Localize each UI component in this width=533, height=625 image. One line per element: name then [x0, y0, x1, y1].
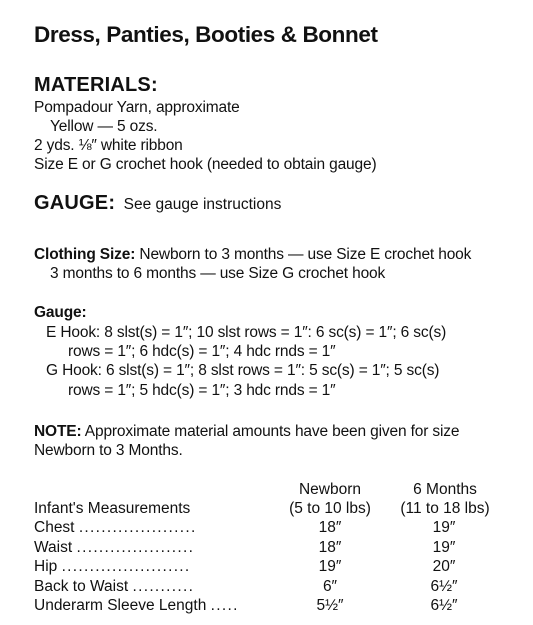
- measurement-row-label: Back to Waist ...........: [34, 578, 195, 595]
- measurement-newborn-value: 19″: [318, 558, 342, 575]
- gauge-summary-text: See gauge instructions: [123, 196, 282, 213]
- six-months-column-heading: 6 Months: [413, 481, 477, 498]
- measurement-newborn-value: 5½″: [316, 597, 344, 614]
- gauge-g-hook-line1: G Hook: 6 slst(s) = 1″; 8 slst rows = 1″: 5 sc(s) = 1″; 5 sc(s): [46, 362, 440, 379]
- materials-heading: MATERIALS:: [34, 74, 158, 96]
- page-title: Dress, Panties, Booties & Bonnet: [34, 22, 378, 47]
- measurement-row-label: Chest .....................: [34, 519, 197, 536]
- clothing-size-line1: Newborn to 3 months — use Size E crochet hook: [139, 246, 472, 263]
- measurement-row-label: Waist .....................: [34, 539, 195, 556]
- clothing-size-label: Clothing Size:: [34, 246, 136, 263]
- measurement-six-months-value: 6½″: [430, 578, 458, 595]
- six-months-weight-range: (11 to 18 lbs): [400, 500, 490, 517]
- measurement-six-months-value: 20″: [432, 558, 456, 575]
- gauge-summary: [34, 192, 281, 215]
- measurement-six-months-value: 19″: [432, 519, 456, 536]
- clothing-size-line2: 3 months to 6 months — use Size G crochet hook: [50, 265, 386, 282]
- clothing-size-line: [34, 246, 471, 264]
- measurement-six-months-value: 6½″: [430, 597, 458, 614]
- measurement-newborn-value: 6″: [322, 578, 338, 595]
- materials-line-yarn: Pompadour Yarn, approximate: [34, 99, 240, 116]
- measurement-row-label: Hip .......................: [34, 558, 191, 575]
- note-line: [34, 423, 459, 441]
- gauge-e-hook-line2: rows = 1″; 6 hdc(s) = 1″; 4 hdc rnds = 1″: [68, 343, 336, 360]
- note-label: NOTE:: [34, 423, 82, 440]
- note-line1: Approximate material amounts have been given for size: [84, 423, 460, 440]
- gauge-e-hook-line1: E Hook: 8 slst(s) = 1″; 10 slst rows = 1″: 6 sc(s) = 1″; 6 sc(s): [46, 324, 447, 341]
- note-line2: Newborn to 3 Months.: [34, 442, 183, 459]
- measurements-header-label: Infant's Measurements: [34, 500, 191, 517]
- measurement-newborn-value: 18″: [318, 539, 342, 556]
- gauge-heading: GAUGE:: [34, 192, 116, 214]
- gauge-detail-label: Gauge:: [34, 304, 87, 321]
- materials-line-color: Yellow — 5 ozs.: [50, 118, 158, 135]
- newborn-column-heading: Newborn: [298, 481, 362, 498]
- measurement-row-label: Underarm Sleeve Length .....: [34, 597, 239, 614]
- gauge-g-hook-line2: rows = 1″; 5 hdc(s) = 1″; 3 hdc rnds = 1″: [68, 382, 336, 399]
- materials-line-hook: Size E or G crochet hook (needed to obtain gauge): [34, 156, 377, 173]
- newborn-weight-range: (5 to 10 lbs): [289, 500, 371, 517]
- measurement-six-months-value: 19″: [432, 539, 456, 556]
- measurement-newborn-value: 18″: [318, 519, 342, 536]
- materials-line-ribbon: 2 yds. ⅛″ white ribbon: [34, 137, 183, 154]
